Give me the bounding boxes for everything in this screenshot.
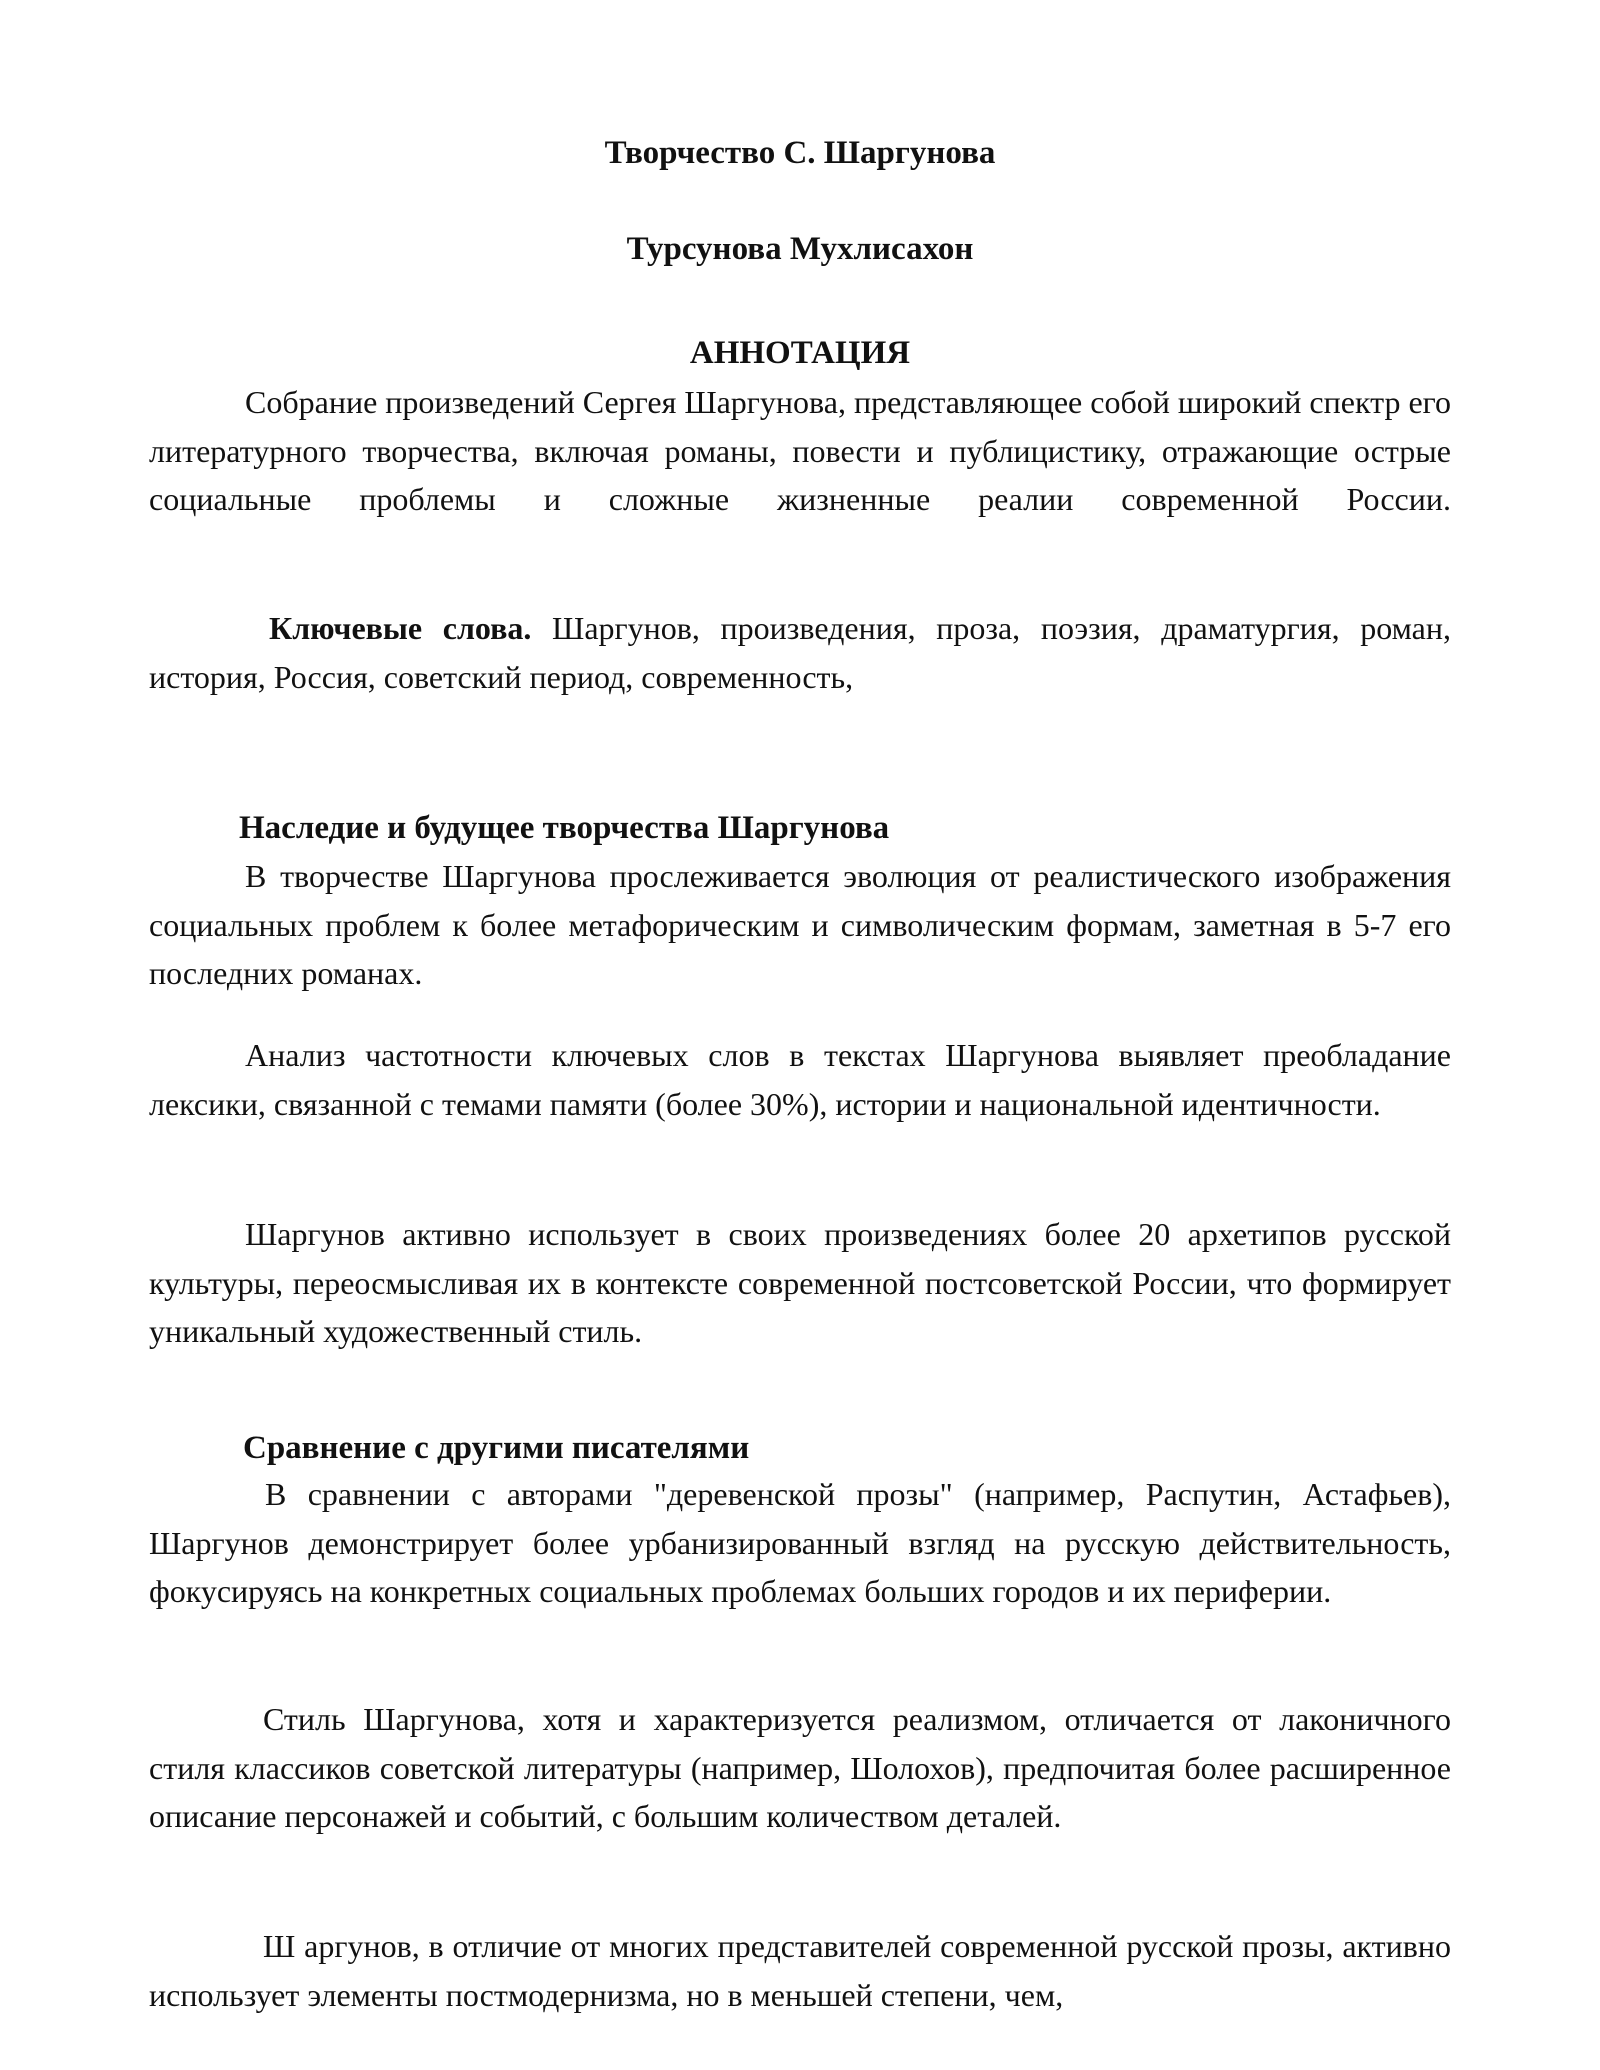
section-heading-legacy: Наследие и будущее творчества Шаргунова [239,810,890,846]
document-title: Творчество С. Шаргунова [604,135,996,171]
author-name: Турсунова Мухлисахон [626,231,974,267]
section1-paragraph-3: Шаргунов активно использует в своих произведениях более 20 архетипов русской культуры, переосмысливая их в контексте современной постсоветской России, что формирует уникальный художественный стиль. [149,1216,1451,1349]
keywords-paragraph [149,604,1451,701]
section1-paragraph-2: Анализ частотности ключевых слов в текстах Шаргунова выявляет преобладание лексики, связанной с темами памяти (более 30%), истории и национальной идентичности. [149,1037,1451,1122]
section2-paragraph-2: Стиль Шаргунова, хотя и характеризуется реализмом, отличается от лаконичного стиля классиков советской литературы (например, Шолохов), предпочитая более расширенное описание персонажей и событий, с большим количеством деталей. [149,1701,1451,1834]
section1-paragraph-1: В творчестве Шаргунова прослеживается эволюция от реалистического изображения социальных проблем к более метафорическим и символическим формам, заметная в 5-7 его последних романах. [149,858,1451,991]
abstract-heading: АННОТАЦИЯ [689,335,911,371]
document-page [149,0,1451,2070]
abstract-paragraph: Собрание произведений Сергея Шаргунова, представляющее собой широкий спектр его литературного творчества, включая романы, повести и публицистику, отражающие острые социальные проблемы и сложные жизненные реалии современной России. [149,384,1451,517]
keywords-label: Ключевые слова. [269,610,532,646]
section-heading-comparison: Сравнение с другими писателями [243,1430,750,1466]
section2-paragraph-1: В сравнении с авторами "деревенской прозы" (например, Распутин, Астафьев), Шаргунов демонстрирует более урбанизированный взгляд на русскую действительность, фокусируясь на конкретных социальных проблемах больших городов и их периферии. [149,1476,1451,1609]
section2-paragraph-3: Ш аргунов, в отличие от многих представителей современной русской прозы, активно использует элементы постмодернизма, но в меньшей степени, чем, [149,1928,1451,2013]
keywords-text: Шаргунов, произведения, проза, поэзия, драматургия, роман, история, Россия, советский период, современность, [149,610,1451,695]
